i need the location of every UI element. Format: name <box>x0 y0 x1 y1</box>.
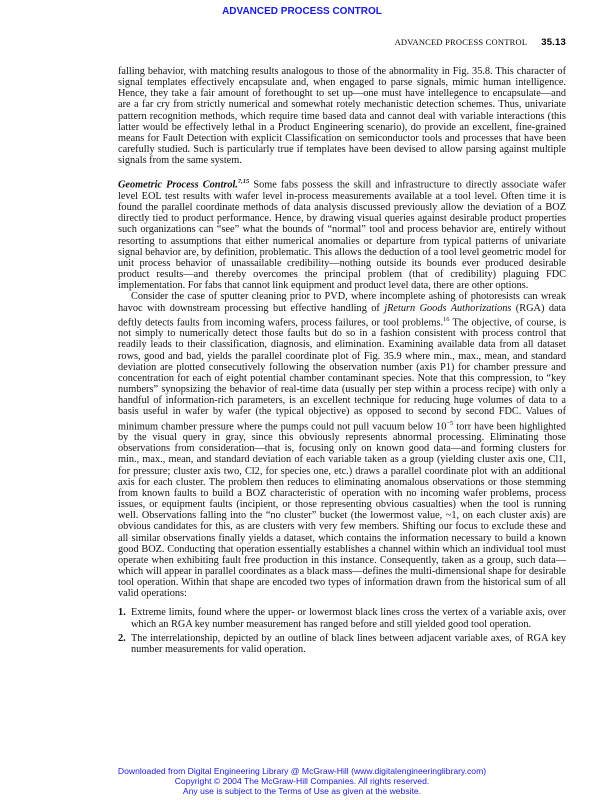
paragraph-3 <box>118 291 566 599</box>
main-text <box>118 66 566 658</box>
paragraph-3-italic-term: jReturn Goods Authorizations <box>384 302 512 314</box>
exponent: −5 <box>446 419 454 427</box>
running-head-section: ADVANCED PROCESS CONTROL <box>394 37 528 47</box>
footer-terms-link[interactable]: Any use is subject to the Terms of Use as given at the website. <box>182 786 422 796</box>
footer-download-link[interactable]: Downloaded from Digital Engineering Library @ McGraw-Hill (www.digitalengineeringlibrary.com) <box>117 766 487 776</box>
list-item-text: Extreme limits, found where the upper- or lowermost black lines cross the vertex of a variable axis, over which an RGA key number measurement has ranged before and still yielded good tool operation. <box>131 607 566 630</box>
list-item <box>118 633 566 655</box>
paragraph-3-text-c: The objective, of course, is not simply to numerically detect those faults but do so in a fashion consistent with process control that readily leads to their classification, diagnosis, and elimination. Examining available data from all dataset rows, good and bad, yields the parallel coordinate plot of Fig. 35.9 where min., max., mean, and standard deviation are plotted consecutively following the observation number (axis P1) for chamber pressure and concentration for each of eight potential chamber contaminant species. Note that this compression, to “key numbers” synopsizing the behavior of real-time data (usually per step within a process recipe) with only a handful of information-rich parameters, is an excellent technique for reducing huge volumes of data to a basis useful in wafer by wafer (the typical objective) as opposed to second by second FDC. Values of minimum chamber pressure where the pumps could not pull vacuum below 10 <box>118 317 566 432</box>
paragraph-3-text-a: Consider the case of sputter cleaning prior to PVD, where incomplete ashing of photoresists can wreak havoc with downstream processing but effective handling of <box>118 291 566 314</box>
footer <box>0 766 604 796</box>
section-heading-geometric-process-control: Geometric Process Control. <box>118 179 238 191</box>
list-item <box>118 607 566 629</box>
paragraph-1: falling behavior, with matching results analogous to those of the abnormality in Fig. 35.8. This character of signal templates effectively encapsulate and, when engaged to parse signals, mimic human intelligence. Hence, they take a fair amount of forethought to set up—one must have intellegence to encapsulate—and are a far cry from strictly numerical and somewhat rotely mechanistic detection schemes. Thus, univariate pattern recognition methods, which require time based data and cannot deal with variable interactions (this latter would be effectively lethal in a Product Engineering scenario), do provide an excellent, fine-grained means for Fault Detection with explicit Classification on semiconductor tools and processes that have been carefully studied. Such is particularly true if templates have been devised to allow parsing against multiple signals from the same system. <box>118 66 566 167</box>
reference-16: 16 <box>443 315 450 323</box>
list-item-number: 1. <box>118 607 126 619</box>
list-item-text: The interrelationship, depicted by an outline of black lines between adjacent variable axes, of RGA key number measurements for valid operation. <box>131 632 566 655</box>
paragraph-2 <box>118 176 566 291</box>
numbered-list <box>118 607 566 655</box>
heading-reference: 7,15 <box>237 178 250 186</box>
paragraph-3-text-d: torr have been highlighted by the visual query in gray, since this obviously represents abnormal processing. Eliminating those observations from consideration—that is, focusing only on known good data—and forming clusters for min., max., mean, and standard deviation of each variable taken as a group (yielding cluster axis one, Cl1, for pressure; cluster axis two, Cl2, for species one, etc.) draws a parallel coordinate plot with an additional axis for each cluster. The problem then reduces to eliminating anomalous observations or those stemming from known faults to build a BOZ characteristic of operation with no incoming wafer problems, process issues, or equipment faults (incipient, or those representing obvious casualties) when the tool is running well. Observations falling into the “no cluster” bucket (the lowermost value, ~1, on each cluster axis) are obvious candidates for this, as are clusters with very few members. Shifting our focus to exclude these and all similar observations finally yields a dataset, which contains the information necessary to build a known good BOZ. Conducting that operation essentially establishes a channel within which an individual tool must operate when exhibiting fault free production in this instance. Consequently, taken as a group, such data—which will appear in parallel coordinates as a black mass—defines the multi-dimensional shape for desirable tool operation. Within that shape are encoded two types of information drawn from the historical sum of all valid operations: <box>118 420 566 600</box>
paragraph-3-text-b: (RGA) data deftly detects faults from incoming wafers, process failures, or tool problems. <box>118 302 566 329</box>
footer-copyright: Copyright © 2004 The McGraw-Hill Companies. All rights reserved. <box>174 776 430 786</box>
chapter-banner: ADVANCED PROCESS CONTROL <box>222 6 382 17</box>
list-item-number: 2. <box>118 632 126 644</box>
running-head <box>118 37 566 51</box>
page-number: 35.13 <box>541 37 566 48</box>
paragraph-2-text: Some fabs possess the skill and infrastructure to directly associate wafer level EOL test results with wafer level in-process measurements available at a tool level. Often time it is found the parallel coordinate methods of data analysis discussed previously allow the deviation of a BOZ directly tied to product performance. Hence, by drawing visual queries against desirable product properties such organizations can “see” what the bounds of “normal” tool and process behavior are, entirely without resorting to assumptions that either numerical anomalies or departure from typical patterns of univariate signal behavior are, by definition, problematic. This allows the deduction of a tool level geometric model for unit process behavior of unassailable credibility—nothing outside its bounds ever produced desirable product results—and thereby overcomes the principal problem (that of credibility) plaguing FDC implementation. For fabs that cannot link equipment and product level data, there are other options. <box>118 179 566 292</box>
